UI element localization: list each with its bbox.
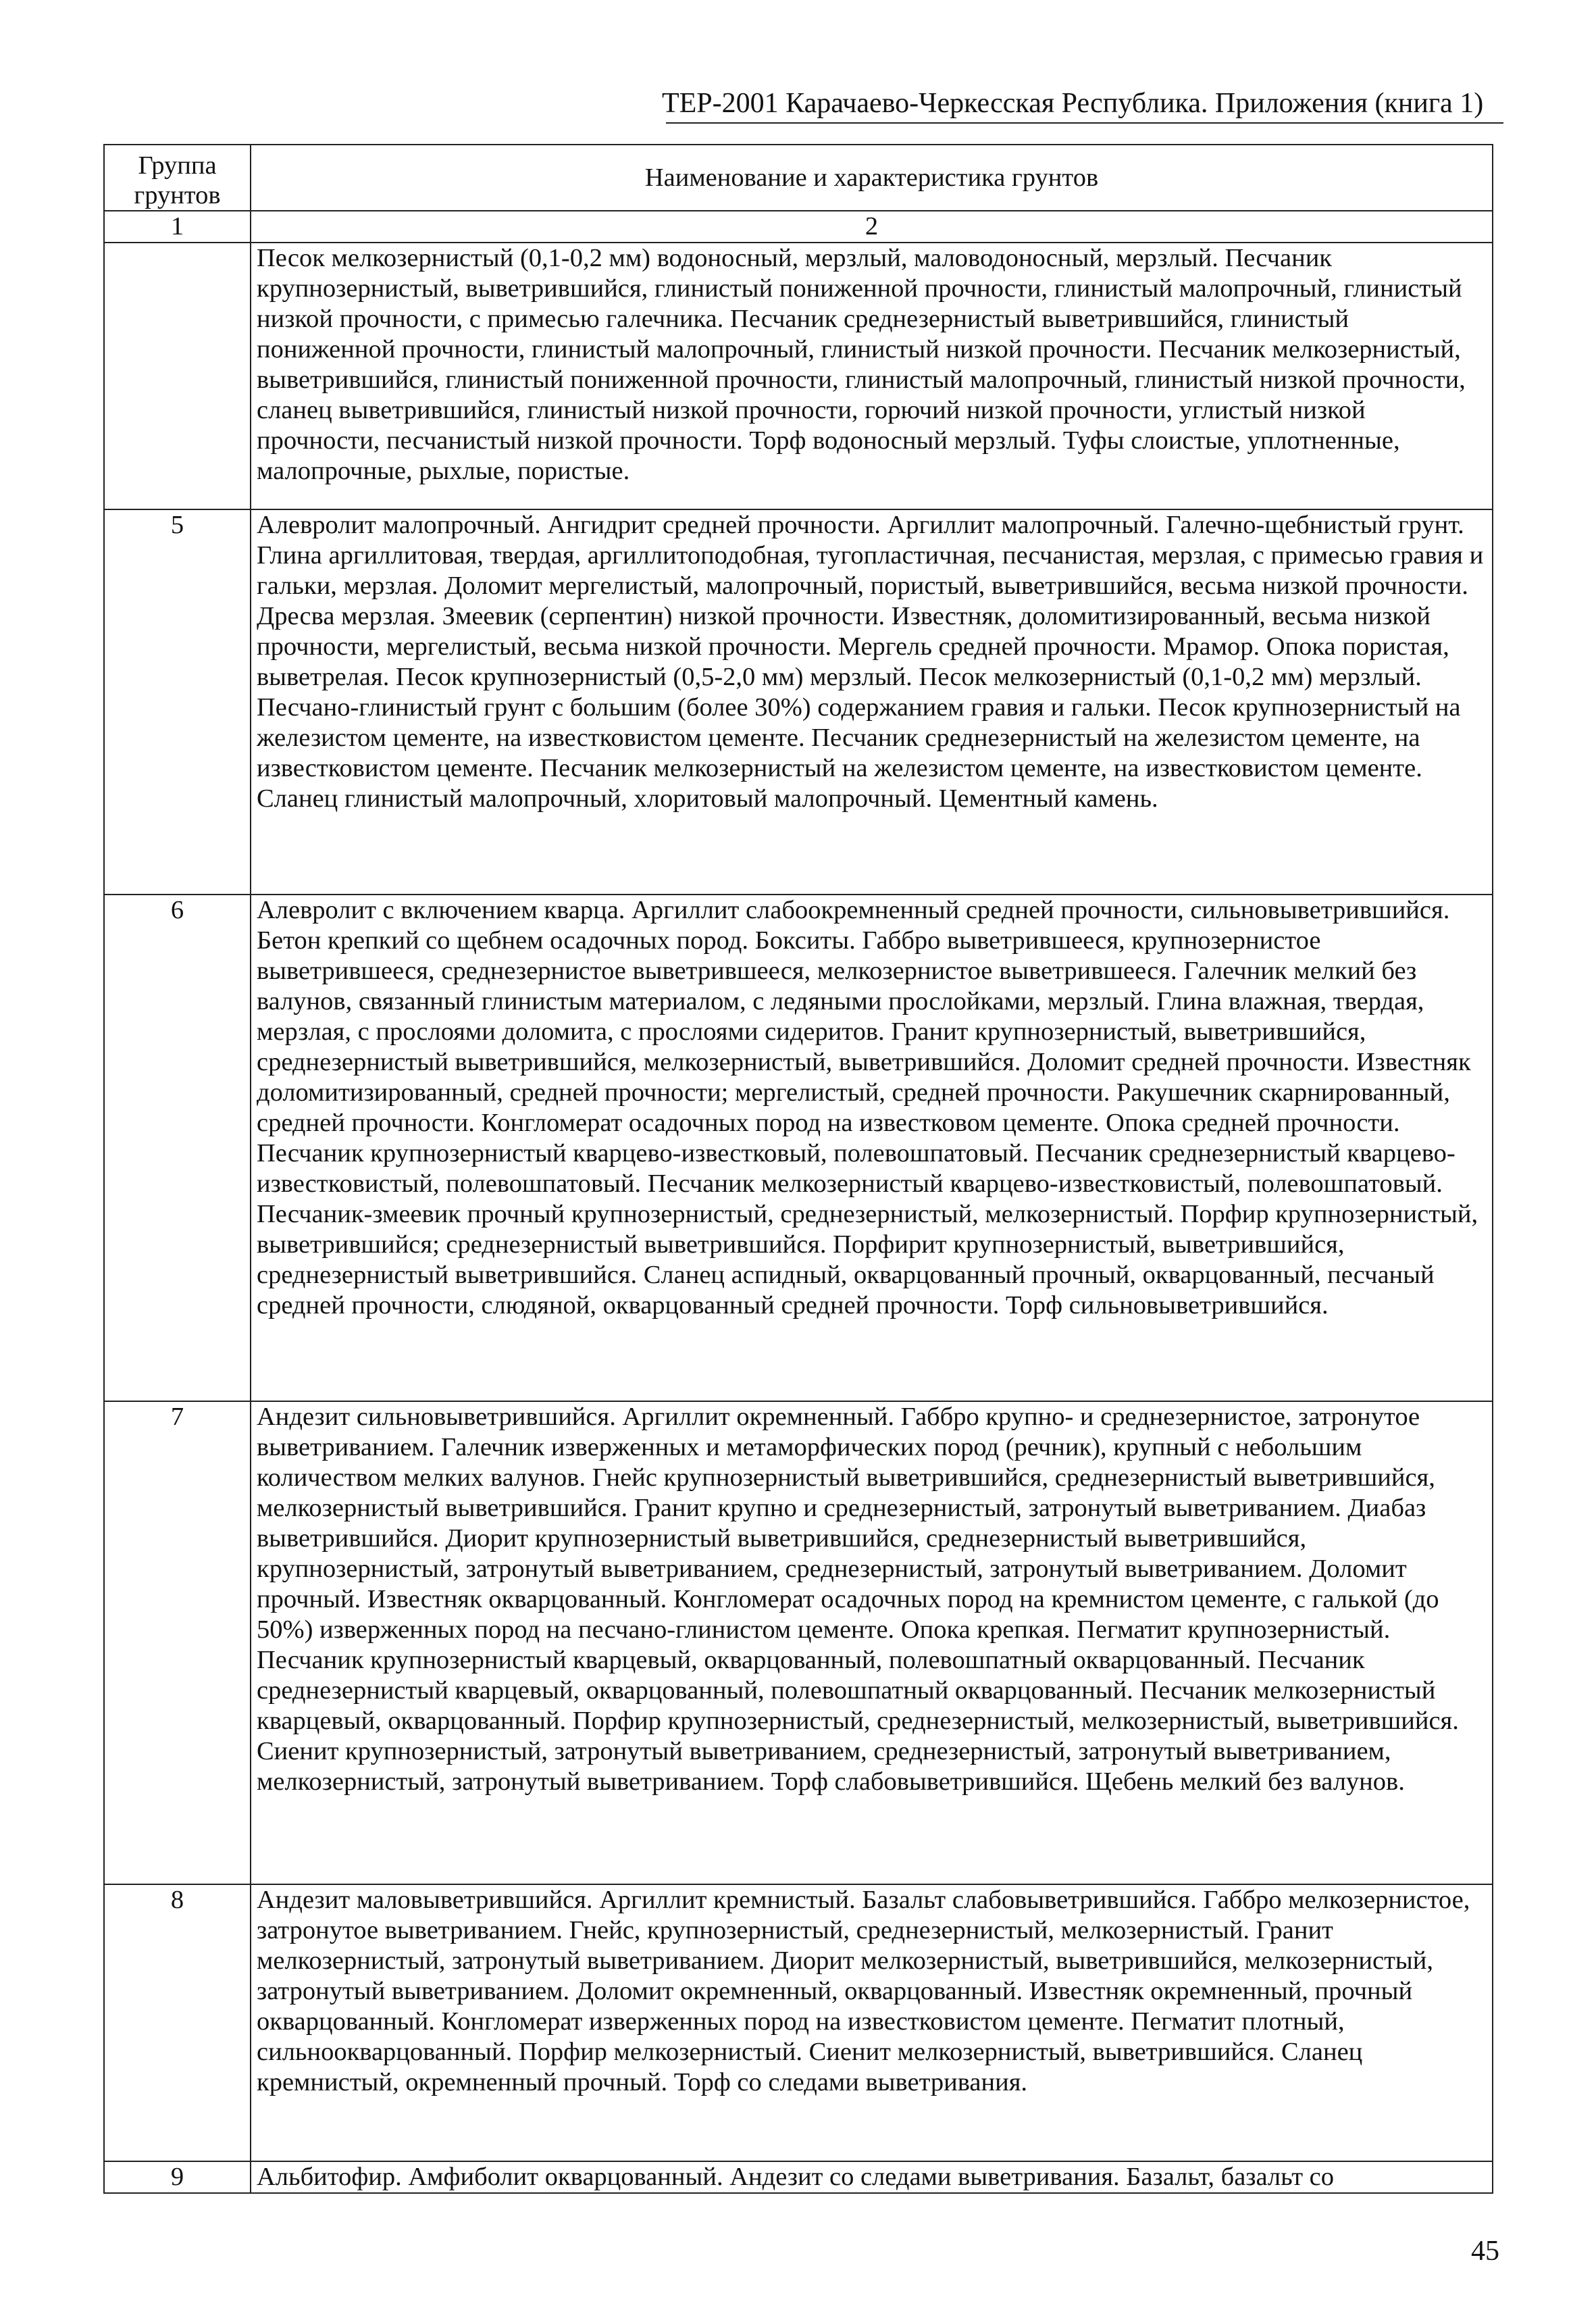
table-header-row — [104, 145, 1493, 211]
header-rule — [666, 122, 1503, 124]
table-row — [104, 1884, 1493, 2161]
group-cell — [104, 243, 251, 509]
column-header-description: Наименование и характеристика грунтов — [251, 145, 1493, 211]
description-cell: Алевролит с включением кварца. Аргиллит слабоокремненный средней прочности, сильновыветрившийся. Бетон крепкий со щебнем осадочных пород. Бокситы. Габбро выветрившееся, крупнозернистое выветрившееся, среднезернистое выветрившееся, мелкозернистое выветрившееся. Галечник мелкий без валунов, связанный глинистым материалом, с ледяными прослойками, мерзлый. Глина влажная, твердая, мерзлая, с прослоями доломита, с прослоями сидеритов. Гранит крупнозернистый, выветрившийся, среднезернистый выветрившийся, мелкозернистый, выветрившийся. Доломит средней прочности. Известняк доломитизированный, средней прочности; мергелистый, средней прочности. Ракушечник скарнированный, средней прочности. Конгломерат осадочных пород на известковом цементе. Опока средней прочности. Песчаник крупнозернистый кварцево-известковый, полевошпатовый. Песчаник среднезернистый кварцево-известковистый, полевошпатовый. Песчаник мелкозернистый кварцево-известковистый, полевошпатовый. Песчаник-змеевик прочный крупнозернистый, среднезернистый, мелкозернистый. Порфир крупнозернистый, выветрившийся; среднезернистый выветрившийся. Порфирит крупнозернистый, выветрившийся, среднезернистый выветрившийся. Сланец аспидный, окварцованный прочный, окварцованный, песчаный средней прочности, слюдяной, окварцованный средней прочности. Торф сильновыветрившийся. — [251, 895, 1493, 1401]
description-cell: Андезит маловыветрившийся. Аргиллит кремнистый. Базальт слабовыветрившийся. Габбро мелкозернистое, затронутое выветриванием. Гнейс, крупнозернистый, среднезернистый, мелкозернистый. Гранит мелкозернистый, затронутый выветриванием. Диорит мелкозернистый, выветрившийся, мелкозернистый, затронутый выветриванием. Доломит окремненный, окварцованный. Известняк окремненный, прочный окварцованный. Конгломерат изверженных пород на известковистом цементе. Пегматит плотный, сильноокварцованный. Порфир мелкозернистый. Сиенит мелкозернистый, выветрившийся. Сланец кремнистый, окремненный прочный. Торф со следами выветривания. — [251, 1884, 1493, 2161]
group-cell: 8 — [104, 1884, 251, 2161]
soil-groups-table — [103, 144, 1493, 2194]
table-row — [104, 509, 1493, 895]
page-number: 45 — [1471, 2236, 1499, 2267]
table-row — [104, 1401, 1493, 1884]
running-header: ТЕР-2001 Карачаево-Черкесская Республика. Приложения (книга 1) — [662, 88, 1484, 119]
group-cell: 6 — [104, 895, 251, 1401]
description-cell: Песок мелкозернистый (0,1-0,2 мм) водоносный, мерзлый, маловодоносный, мерзлый. Песчаник крупнозернистый, выветрившийся, глинистый пониженной прочности, глинистый малопрочный, глинистый низкой прочности, с примесью галечника. Песчаник среднезернистый выветрившийся, глинистый пониженной прочности, глинистый малопрочный, глинистый низкой прочности. Песчаник мелкозернистый, выветрившийся, глинистый пониженной прочности, глинистый малопрочный, глинистый низкой прочности, сланец выветрившийся, глинистый низкой прочности, горючий низкой прочности, углистый низкой прочности, песчанистый низкой прочности. Торф водоносный мерзлый. Туфы слоистые, уплотненные, малопрочные, рыхлые, пористые. — [251, 243, 1493, 509]
column-number-2: 2 — [251, 211, 1493, 243]
table-row — [104, 2161, 1493, 2193]
column-number-row — [104, 211, 1493, 243]
group-cell: 5 — [104, 509, 251, 895]
description-cell: Алевролит малопрочный. Ангидрит средней прочности. Аргиллит малопрочный. Галечно-щебнистый грунт. Глина аргиллитовая, твердая, аргиллитоподобная, тугопластичная, песчанистая, мерзлая, с примесью гравия и гальки, мерзлая. Доломит мергелистый, малопрочный, пористый, выветрившийся, весьма низкой прочности. Дресва мерзлая. Змеевик (серпентин) низкой прочности. Известняк, доломитизированный, весьма низкой прочности, мергелистый, весьма низкой прочности. Мергель средней прочности. Мрамор. Опока пористая, выветрелая. Песок крупнозернистый (0,5-2,0 мм) мерзлый. Песок мелкозернистый (0,1-0,2 мм) мерзлый. Песчано-глинистый грунт с большим (более 30%) содержанием гравия и гальки. Песок крупнозернистый на железистом цементе, на известковистом цементе. Песчаник среднезернистый на железистом цементе, на известковистом цементе. Песчаник мелкозернистый на железистом цементе, на известковистом цементе. Сланец глинистый малопрочный, хлоритовый малопрочный. Цементный камень. — [251, 509, 1493, 895]
group-cell: 9 — [104, 2161, 251, 2193]
column-number-1: 1 — [104, 211, 251, 243]
description-cell: Альбитофир. Амфиболит окварцованный. Андезит со следами выветривания. Базальт, базальт со — [251, 2161, 1493, 2193]
column-header-group: Группа грунтов — [104, 145, 251, 211]
table-row — [104, 243, 1493, 509]
description-cell: Андезит сильновыветрившийся. Аргиллит окремненный. Габбро крупно- и среднезернистое, затронутое выветриванием. Галечник изверженных и метаморфических пород (речник), крупный с небольшим количеством мелких валунов. Гнейс крупнозернистый выветрившийся, среднезернистый выветрившийся, мелкозернистый выветрившийся. Гранит крупно и среднезернистый, затронутый выветриванием. Диабаз выветрившийся. Диорит крупнозернистый выветрившийся, среднезернистый выветрившийся, крупнозернистый, затронутый выветриванием, среднезернистый, затронутый выветриванием. Доломит прочный. Известняк окварцованный. Конгломерат осадочных пород на кремнистом цементе, с галькой (до 50%) изверженных пород на песчано-глинистом цементе. Опока крепкая. Пегматит крупнозернистый. Песчаник крупнозернистый кварцевый, окварцованный, полевошпатный окварцованный. Песчаник среднезернистый кварцевый, окварцованный, полевошпатный окварцованный. Песчаник мелкозернистый кварцевый, окварцованный. Порфир крупнозернистый, среднезернистый, мелкозернистый, выветрившийся. Сиенит крупнозернистый, затронутый выветриванием, среднезернистый, затронутый выветриванием, мелкозернистый, затронутый выветриванием. Торф слабовыветрившийся. Щебень мелкий без валунов. — [251, 1401, 1493, 1884]
group-cell: 7 — [104, 1401, 251, 1884]
table-row — [104, 895, 1493, 1401]
